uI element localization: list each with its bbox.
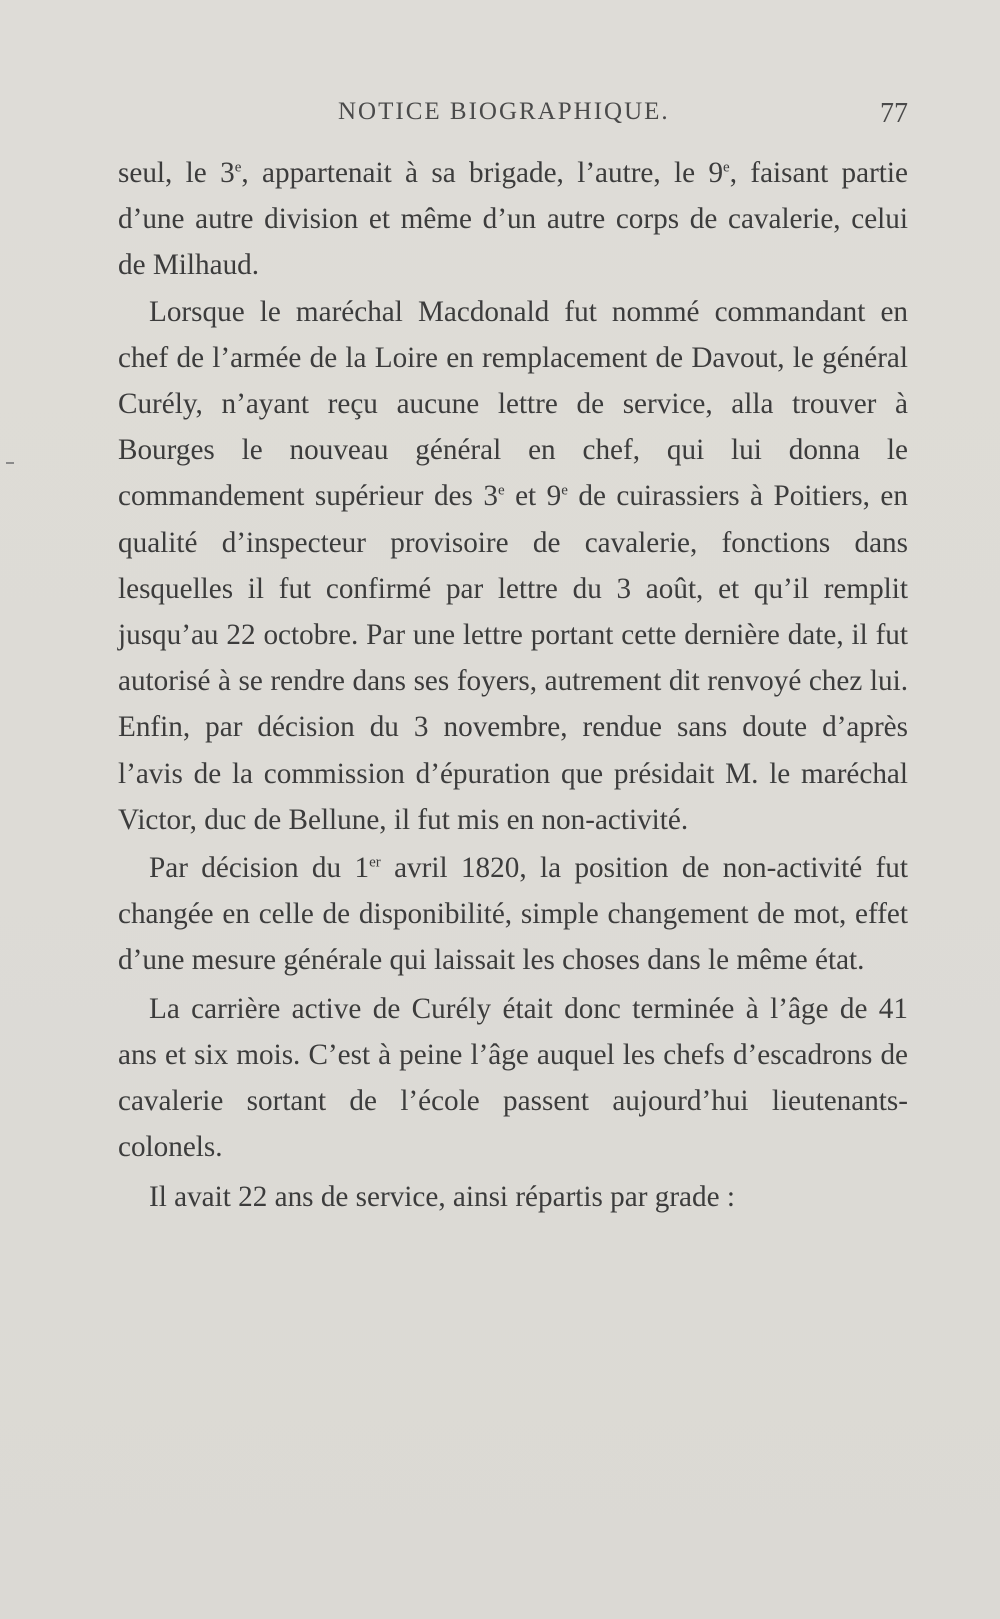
superscript: e	[234, 159, 242, 176]
running-head	[118, 98, 908, 138]
text-segment: et 9	[504, 480, 562, 513]
paragraph-2	[118, 289, 908, 843]
page-number: 77	[880, 98, 908, 129]
paragraph-5	[118, 1174, 908, 1220]
body-text	[118, 150, 908, 1221]
superscript: e	[561, 482, 568, 499]
text-segment: Il avait 22 ans de service, ainsi répartis par grade :	[149, 1181, 735, 1214]
running-title: NOTICE BIOGRAPHIQUE.	[338, 98, 670, 125]
text-segment: La carrière active de Curély était donc terminée à l’âge de 41 ans et six mois. C’est à peine l’âge auquel les chefs d’escadrons de cavalerie sortant de l’école passent aujourd’hui lieutenants-colonels.	[118, 992, 908, 1164]
text-segment: seul, le 3	[118, 157, 235, 189]
paragraph-1	[118, 150, 908, 289]
paragraph-3	[118, 845, 908, 984]
margin-mark	[6, 462, 14, 464]
text-segment: , appartenait à sa brigade, l’autre, le 9	[241, 157, 724, 189]
text-segment: Lorsque le maréchal Macdonald fut nommé commandant en chef de l’armée de la Loire en remplacement de Davout, le général Curély, n’ayant reçu aucune lettre de service, alla trouver à Bourges le nouveau général en chef, qui lui donna le commandement supérieur des 3	[118, 295, 908, 513]
superscript: er	[369, 854, 381, 871]
text-segment: , faisant partie d’une autre division et même d’un autre corps de cavalerie, celui de Milhaud.	[118, 157, 908, 282]
superscript: e	[497, 482, 505, 499]
superscript: e	[723, 159, 730, 176]
text-segment: de cuirassiers à Poitiers, en qualité d’inspecteur provisoire de cavalerie, fonctions dans lesquelles il fut confirmé par lettre du 3 août, et qu’il remplit jusqu’au 22 octobre. Par une lettre portant cette dernière date, il fut autorisé à se rendre dans ses foyers, autrement dit renvoyé chez lui. Enfin, par décision du 3 novembre, rendue sans doute d’après l’avis de la commission d’épuration que présidait M. le maréchal Victor, duc de Bellune, il fut mis en non-activité.	[118, 480, 908, 836]
paragraph-4	[118, 986, 908, 1171]
text-segment: avril 1820, la position de non-activité fut changée en celle de disponibilité, simple changement de mot, effet d’une mesure générale qui laissait les choses dans le même état.	[118, 852, 908, 977]
text-segment: Par décision du 1	[149, 852, 370, 885]
